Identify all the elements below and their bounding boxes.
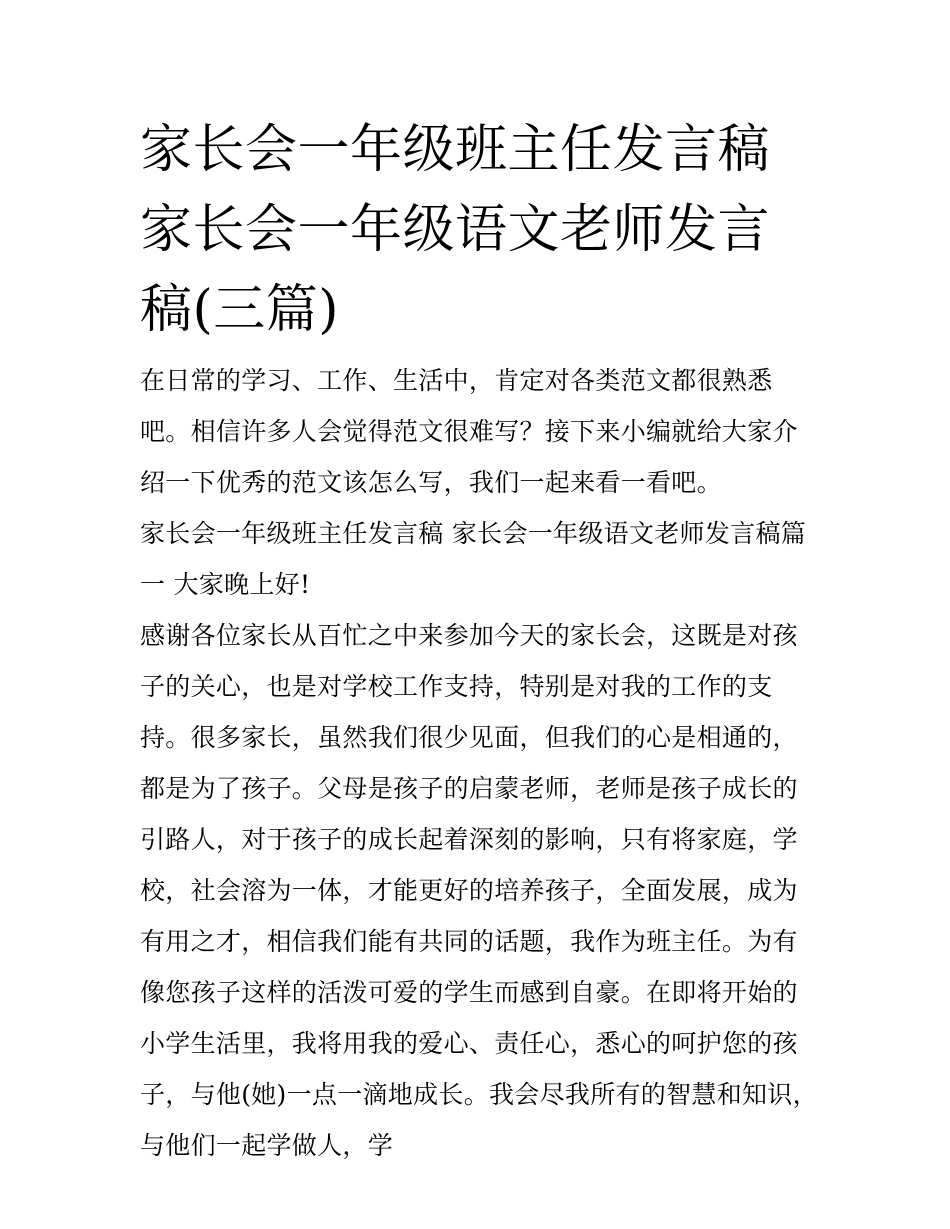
- speech-paragraph: 感谢各位家长从百忙之中来参加今天的家长会，这既是对孩子的关心，也是对学校工作支持，特别是对我的工作的支持。很多家长，虽然我们很少见面，但我们的心是相通的，都是为了孩子。父母是孩子的启蒙老师，老师是孩子成长的引路人，对于孩子的成长起着深刻的影响，只有将家庭，学校，社会溶为一体，才能更好的培养孩子，全面发展，成为有用之才，相信我们能有共同的话题，我作为班主任。为有像您孩子这样的活泼可爱的学生而感到自豪。在即将开始的小学生活里，我将用我的爱心、责任心，悉心的呵护您的孩子，与他(她)一点一滴地成长。我会尽我所有的智慧和知识，与他们一起学做人，学: [140, 621, 818, 1160]
- section-heading-paragraph: 家长会一年级班主任发言稿 家长会一年级语文老师发言稿篇一 大家晚上好!: [140, 519, 807, 599]
- intro-paragraph: 在日常的学习、工作、生活中，肯定对各类范文都很熟悉吧。相信许多人会觉得范文很难写？接下来小编就给大家介绍一下优秀的范文该怎么写，我们一起来看一看吧。: [140, 366, 798, 497]
- document-body: [140, 355, 820, 1171]
- document-title: 家长会一年级班主任发言稿 家长会一年级语文老师发言稿(三篇): [140, 120, 771, 340]
